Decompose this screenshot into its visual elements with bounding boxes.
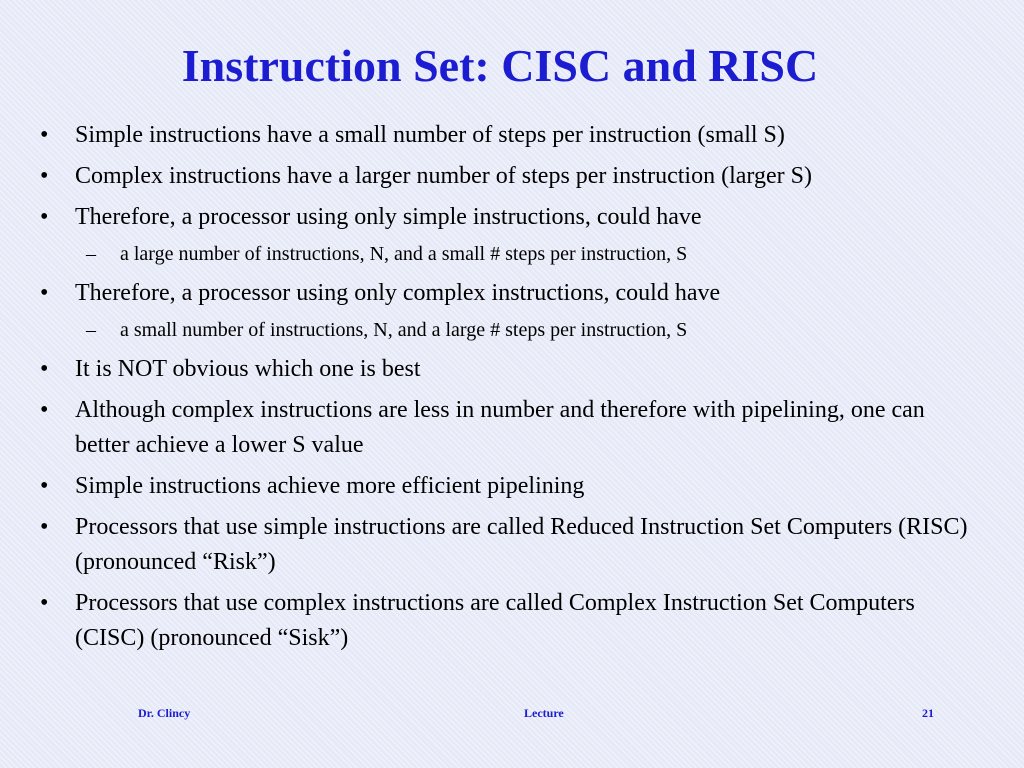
bullet-marker: • — [40, 590, 49, 616]
bullet-marker: • — [40, 204, 49, 230]
bullet-text: Therefore, a processor using only simple instructions, could have — [75, 204, 702, 230]
bullet-text: Complex instructions have a larger number of steps per instruction (larger S) — [75, 163, 812, 189]
footer-author: Dr. Clincy — [138, 706, 191, 720]
bullet-marker: • — [40, 280, 49, 306]
sub-bullet-item — [40, 316, 980, 344]
bullet-text: It is NOT obvious which one is best — [75, 356, 421, 382]
bullet-marker: • — [40, 397, 49, 423]
bullet-item — [40, 586, 980, 656]
sub-bullet-marker: – — [86, 319, 96, 341]
footer-center-label: Lecture — [524, 706, 564, 720]
bullet-text: Processors that use complex instructions are called Complex Instruction Set Computers (CISC) (pronounced “Sisk”) — [75, 590, 915, 651]
bullet-marker: • — [40, 356, 49, 382]
bullet-marker: • — [40, 473, 49, 499]
bullet-item — [40, 276, 980, 311]
bullet-marker: • — [40, 122, 49, 148]
slide-title: Instruction Set: CISC and RISC — [181, 40, 819, 91]
bullet-item — [40, 469, 980, 504]
bullet-text: Although complex instructions are less in number and therefore with pipelining, one can better achieve a lower S value — [75, 397, 925, 458]
bullet-item — [40, 393, 980, 463]
bullet-item — [40, 510, 980, 580]
bullet-item — [40, 200, 980, 235]
sub-bullet-text: a small number of instructions, N, and a large # steps per instruction, S — [120, 319, 688, 341]
footer-page-number: 21 — [922, 706, 934, 720]
bullet-list — [40, 118, 980, 662]
sub-bullet-marker: – — [86, 243, 96, 265]
bullet-text: Therefore, a processor using only complex instructions, could have — [75, 280, 721, 306]
bullet-text: Processors that use simple instructions are called Reduced Instruction Set Computers (RISC) (pronounced “Risk”) — [75, 514, 968, 575]
bullet-text: Simple instructions achieve more efficient pipelining — [75, 473, 585, 499]
bullet-item — [40, 118, 980, 153]
bullet-text: Simple instructions have a small number of steps per instruction (small S) — [75, 122, 785, 148]
sub-bullet-item — [40, 240, 980, 268]
bullet-marker: • — [40, 163, 49, 189]
bullet-item — [40, 159, 980, 194]
bullet-marker: • — [40, 514, 49, 540]
sub-bullet-text: a large number of instructions, N, and a small # steps per instruction, S — [120, 243, 688, 265]
bullet-item — [40, 352, 980, 387]
